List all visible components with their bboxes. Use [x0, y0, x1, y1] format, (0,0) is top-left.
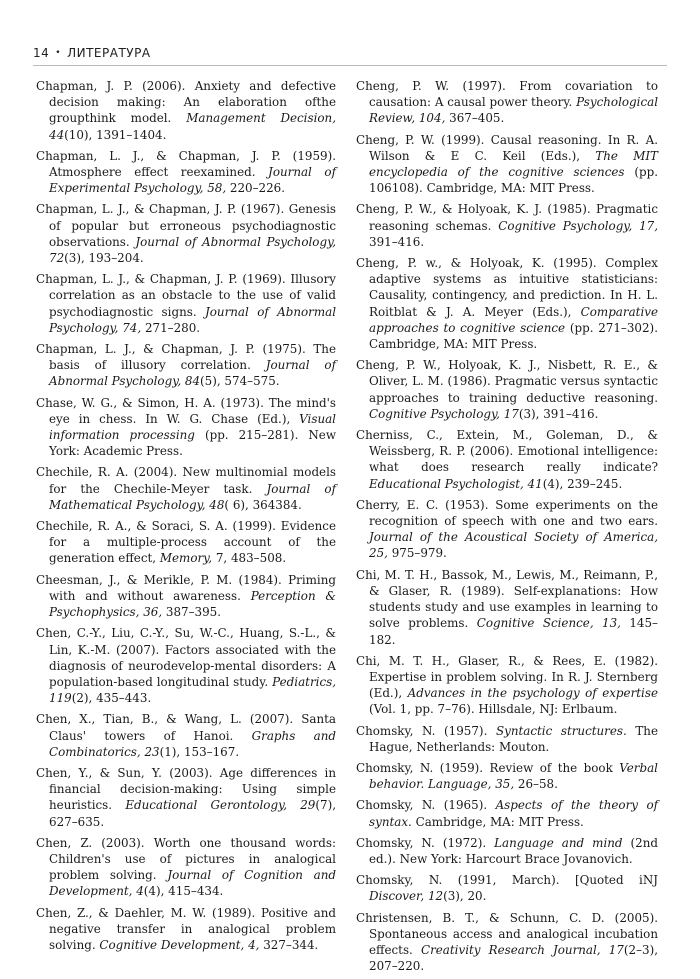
- reference-text: Chen, Z., & Daehler, M. W. (1989). Positive and negative transfer in analogical problem solving.: [36, 905, 336, 952]
- reference-entry: [356, 357, 658, 422]
- reference-entry: [36, 148, 336, 197]
- reference-entry: [356, 497, 658, 562]
- reference-text: ( 6), 364384.: [224, 497, 302, 512]
- reference-italic-text: The MIT encyclopedia of the cognitive sciences: [369, 148, 658, 180]
- reference-italic-text: Syntactic structures.: [495, 723, 627, 738]
- reference-text: (1), 153–167.: [159, 744, 240, 759]
- reference-text: Chechile, R. A. (2004). New multinomial models for the Chechile-Meyer task.: [36, 465, 336, 496]
- reference-entry: [36, 395, 336, 460]
- reference-italic-text: Discover, 12: [369, 889, 444, 904]
- reference-italic-text: Comparative approaches to cognitive science: [369, 304, 658, 335]
- reference-italic-text: Management Decision, 44: [49, 111, 336, 142]
- reference-text: The Hague, Netherlands: Mouton.: [369, 723, 658, 754]
- reference-text: (5), 574–575.: [200, 374, 280, 389]
- reference-text: (2nd ed.). New York: Harcourt Brace Jovanovich.: [369, 835, 658, 866]
- reference-text: (10), 1391–1404.: [64, 127, 167, 142]
- reference-entry: [356, 835, 658, 867]
- reference-text: (Vol. 1, pp. 7–76). Hillsdale, NJ: Erlbaum.: [369, 702, 618, 717]
- reference-entry: [356, 797, 658, 829]
- reference-italic-text: Psychological Review, 104,: [369, 95, 658, 126]
- reference-text: Chomsky, N. (1965).: [356, 798, 496, 813]
- reference-italic-text: Pediatrics, 119: [49, 674, 336, 706]
- running-header: [33, 44, 667, 62]
- reference-text: Chechile, R. A., & Soraci, S. A. (1999). Evidence for a multiple-process account of the generation effect,: [36, 519, 336, 566]
- reference-text: Chase, W. G., & Simon, H. A. (1973). The mind's eye in chess. In W. G. Chase (Ed.),: [36, 395, 336, 426]
- reference-text: Chapman, L. J., & Chapman, J. P. (1969). Illusory correlation as an obstacle to the use of valid psychodiagnostic signs.: [36, 272, 336, 319]
- reference-entry: [36, 625, 336, 706]
- reference-text: (2–3), 207–220.: [369, 942, 658, 974]
- reference-italic-text: Educational Psychologist, 41: [369, 476, 543, 491]
- reference-text: (pp. 106108). Cambridge, MA: MIT Press.: [369, 165, 659, 196]
- reference-text: Chapman, L. J., & Chapman, J. P. (1967). Genesis of popular but erroneous psychodiagnostic observations.: [36, 202, 336, 249]
- reference-text: Cherry, E. C. (1953). Some experiments on the recognition of speech with one and two ears.: [356, 497, 658, 529]
- reference-text: 367–405.: [445, 111, 505, 126]
- reference-entry: [356, 132, 658, 197]
- reference-text: Chen, Z. (2003). Worth one thousand words: Children's use of pictures in analogical problem solving.: [36, 835, 336, 883]
- reference-text: (pp. 215–281). New York: Academic Press.: [49, 428, 336, 459]
- reference-text: Chi, M. T. H., Glaser, R., & Rees, E. (1982). Expertise in problem solving. In R. J. Sternberg (Ed.),: [356, 653, 658, 701]
- reference-entry: [36, 711, 336, 760]
- reference-entry: [356, 872, 658, 904]
- reference-italic-text: Journal of Experimental Psychology, 58,: [49, 165, 336, 196]
- header-separator: •: [55, 48, 62, 58]
- reference-italic-text: Language and mind: [494, 835, 623, 850]
- reference-text: Cheng, P. W., & Holyoak, K. J. (1985). Pragmatic reasoning schemas.: [356, 202, 658, 233]
- reference-entry: [36, 78, 336, 143]
- reference-entry: [356, 255, 658, 352]
- reference-italic-text: Memory,: [159, 551, 213, 566]
- reference-text: 327–344.: [259, 937, 319, 952]
- reference-italic-text: Advances in the psychology of expertise: [407, 686, 658, 701]
- reference-text: (3), 193–204.: [64, 251, 144, 266]
- reference-text: Chomsky, N. (1972).: [356, 835, 495, 850]
- reference-italic-text: Graphs and Combinatorics, 23: [49, 728, 336, 759]
- reference-text: (3), 20.: [443, 889, 487, 904]
- reference-text: Chi, M. T. H., Bassok, M., Lewis, M., Reimann, P., & Glaser, R. (1989). Self-explanations: How students study and use examples in learning to solve problems.: [356, 567, 658, 631]
- reference-text: Chomsky, N. (1991, March). [Quoted iNJ: [356, 873, 658, 888]
- reference-text: Chomsky, N. (1957).: [356, 723, 496, 738]
- reference-entry: [356, 78, 658, 127]
- reference-text: 975–979.: [387, 546, 447, 561]
- reference-italic-text: Perception & Psychophysics, 36,: [49, 588, 336, 620]
- reference-text: 26–58.: [514, 777, 558, 792]
- reference-entry: [356, 760, 658, 792]
- reference-text: Christensen, B. T., & Schunn, C. D. (2005). Spontaneous access and analogical incubation effects.: [356, 910, 658, 957]
- reference-entry: [36, 518, 336, 567]
- reference-text: Chapman, J. P. (2006). Anxiety and defective decision making: An elaboration ofthe groupthink model.: [36, 79, 336, 126]
- reference-entry: [356, 567, 658, 648]
- reference-entry: [356, 427, 658, 492]
- reference-text: (7), 627–635.: [49, 798, 336, 829]
- reference-text: Chen, Y., & Sun, Y. (2003). Age differences in financial decision-making: Using simple heuristics.: [36, 765, 336, 813]
- reference-entry: [356, 201, 658, 250]
- reference-text: 391–416.: [369, 234, 425, 249]
- header-rule: [33, 65, 667, 66]
- reference-text: (2), 435–443.: [71, 691, 152, 706]
- reference-text: Cherniss, C., Extein, M., Goleman, D., & Weissberg, R. P. (2006). Emotional intelligence: what does research really indicate?: [356, 428, 658, 475]
- reference-text: (4), 239–245.: [542, 476, 623, 491]
- reference-italic-text: Cognitive Psychology, 17: [369, 406, 519, 421]
- reference-italic-text: Aspects of the theory of syntax.: [369, 798, 659, 829]
- reference-italic-text: Journal of Abnormal Psychology, 72: [49, 234, 336, 266]
- reference-entry: [36, 572, 336, 621]
- reference-column-left: [36, 78, 336, 958]
- reference-entry: [356, 653, 658, 718]
- reference-italic-text: Creativity Research Journal, 17: [420, 942, 624, 957]
- reference-text: Chen, X., Tian, B., & Wang, L. (2007). Santa Claus' towers of Hanoi.: [36, 712, 336, 743]
- page-number: 14: [33, 46, 50, 60]
- reference-text: Cambridge, MA: MIT Press.: [411, 814, 584, 829]
- reference-entry: [36, 341, 336, 390]
- reference-italic-text: Verbal behavior. Language, 35,: [369, 760, 658, 792]
- reference-text: Cheesman, J., & Merikle, P. M. (1984). Priming with and without awareness.: [36, 572, 336, 603]
- section-title: ЛИТЕРАТУРА: [67, 46, 151, 60]
- reference-text: Cheng, P. w., & Holyoak, K. (1995). Complex adaptive systems as intuitive statisticians: Causality, contingency, and prediction. In H. L. Roitblat & J. A. Meyer (Eds.),: [356, 256, 658, 319]
- reference-text: 271–280.: [141, 320, 201, 335]
- reference-text: Chapman, L. J., & Chapman, J. P. (1975). The basis of illusory correlation.: [36, 342, 336, 373]
- reference-entry: [36, 835, 336, 900]
- reference-text: Chomsky, N. (1959). Review of the book: [356, 760, 620, 775]
- reference-text: Cheng, P. W. (1999). Causal reasoning. In R. A. Wilson & E C. Keil (Eds.),: [356, 132, 658, 163]
- reference-italic-text: Journal of Mathematical Psychology, 48: [49, 481, 336, 512]
- reference-entry: [356, 910, 658, 975]
- reference-italic-text: Journal of Cognition and Development, 4: [49, 868, 337, 899]
- reference-text: 145–182.: [369, 616, 658, 647]
- reference-text: (pp. 271–302). Cambridge, MA: MIT Press.: [369, 320, 658, 352]
- reference-text: Chapman, L. J., & Chapman, J. P. (1959). Atmosphere effect reexamined.: [36, 148, 336, 180]
- reference-text: (3), 391–416.: [518, 406, 599, 421]
- reference-entry: [36, 271, 336, 336]
- reference-text: 387–395.: [162, 605, 222, 620]
- reference-italic-text: Educational Gerontology, 29: [125, 798, 316, 813]
- reference-entry: [36, 905, 336, 954]
- reference-italic-text: Journal of Abnormal Psychology, 74,: [49, 304, 336, 335]
- reference-text: 7, 483–508.: [212, 551, 287, 566]
- reference-entry: [36, 201, 336, 266]
- reference-entry: [356, 723, 658, 755]
- reference-italic-text: Visual information processing: [49, 411, 336, 443]
- reference-italic-text: Cognitive Psychology, 17,: [498, 218, 658, 233]
- reference-italic-text: Journal of the Acoustical Society of America, 25,: [369, 530, 658, 561]
- reference-text: Chen, C.-Y., Liu, C.-Y., Su, W.-C., Huang, S.-L., & Lin, K.-M. (2007). Factors associated with the diagnosis of neurodevelop-mental disorders: A population-based longitudinal study.: [36, 626, 336, 689]
- reference-italic-text: Cognitive Development, 4,: [99, 937, 260, 952]
- reference-text: (4), 415–434.: [143, 884, 224, 899]
- reference-column-right: [356, 78, 658, 979]
- reference-text: 220–226.: [226, 181, 286, 196]
- reference-italic-text: Journal of Abnormal Psychology, 84: [49, 358, 336, 389]
- reference-entry: [36, 464, 336, 513]
- reference-entry: [36, 765, 336, 830]
- reference-text: Cheng, P. W. (1997). From covariation to causation: A causal power theory.: [356, 79, 658, 110]
- reference-text: Cheng, P. W., Holyoak, K. J., Nisbett, R. E., & Oliver, L. M. (1986). Pragmatic versus syntactic approaches to training deductive reasoning.: [356, 358, 658, 405]
- reference-italic-text: Cognitive Science, 13,: [476, 616, 621, 631]
